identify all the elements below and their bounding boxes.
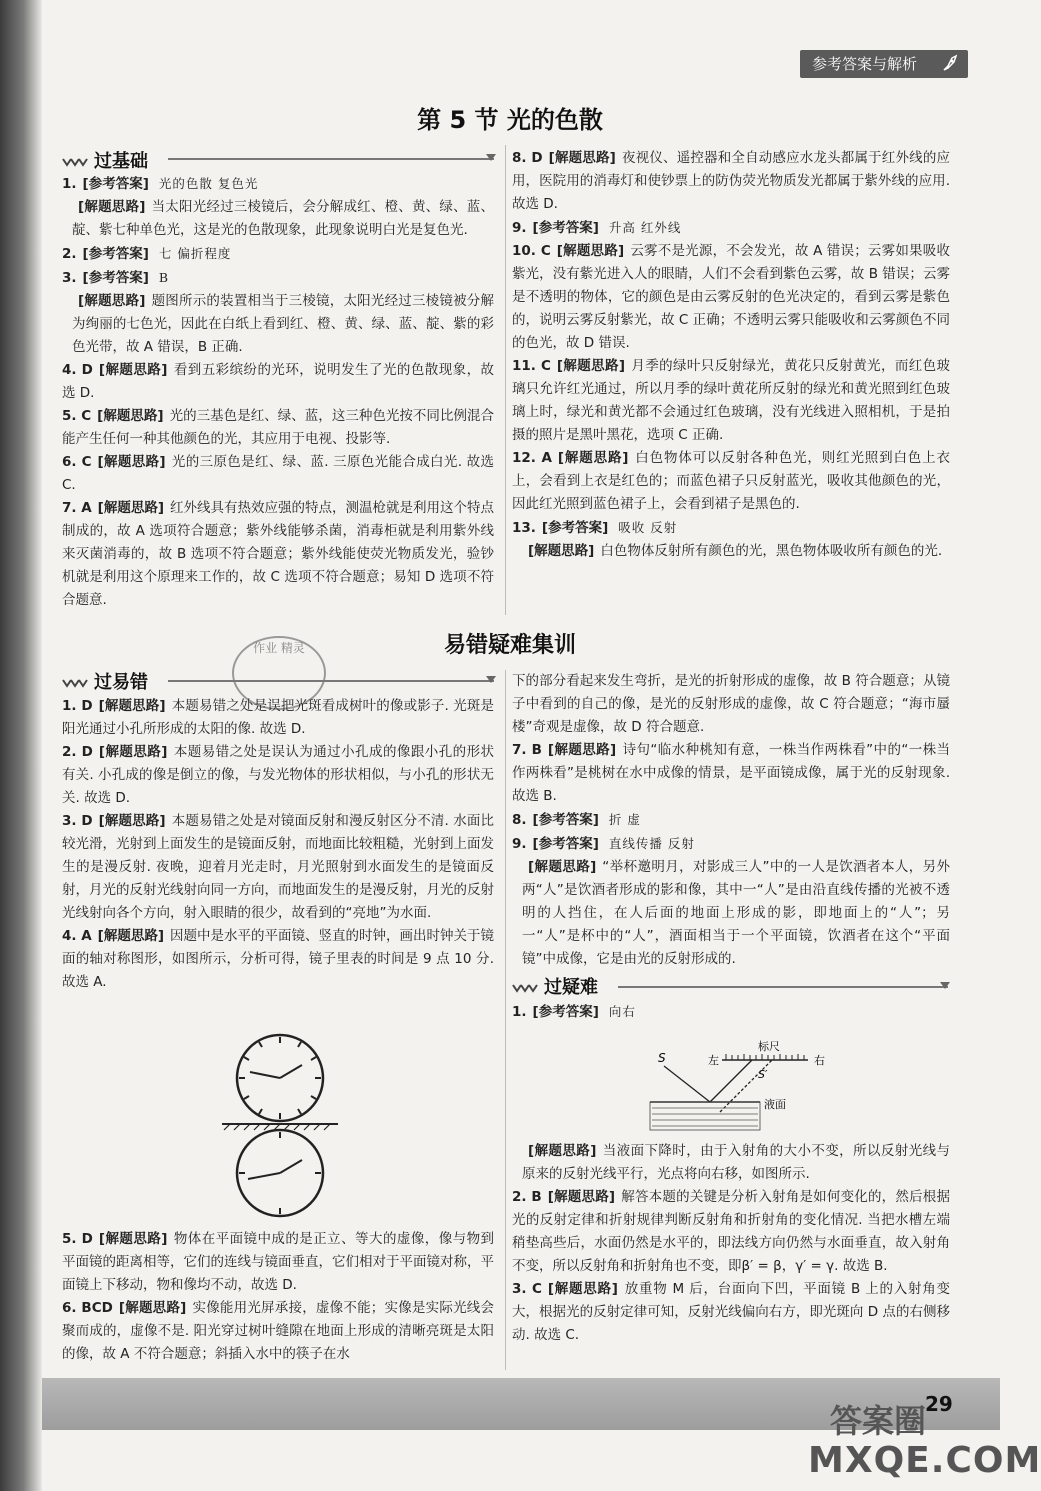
question-number: 2. D (62, 744, 93, 760)
question-number: 3. (62, 270, 77, 286)
column-divider (505, 670, 506, 1370)
answer-item (512, 832, 950, 856)
explanation-text: 当太阳光经过三棱镜后，会分解成红、橙、黄、绿、蓝、靛、紫七种单色光，这是光的色散现象，此现象说明白光是复色光. (72, 199, 495, 238)
label-right: 右 (814, 1054, 825, 1067)
question-number: 7. B (512, 742, 542, 758)
watermark-text: MXQE.COM (808, 1440, 1041, 1481)
explanation-text: 实像能用光屏承接，虚像不能；实像是实际光线会聚而成的，虚像不是. 阳光穿过树叶缝隙在地面上形成的清晰亮斑是太阳的像，故 A 不符合题意；斜插入水中的筷子在水 (62, 1300, 495, 1362)
label-tag: [解题思路] (97, 408, 164, 424)
chevron-marks-icon (62, 678, 88, 688)
explanation-text: “举杯邀明月，对影成三人”中的一人是饮酒者本人，另外两“人”是饮酒者形成的影和像，其中一“人”是由沿直线传播的光被不透明的人挡住，在人后面的地面上形成的影，即地面上的“人”；另一“人”是杯中的“人”，酒面相当于一个平面镜，饮酒者在这个“平面镜”中成像，它是由光的反射形成的. (522, 859, 950, 967)
question-number: 5. C (62, 408, 92, 424)
answer-item (512, 1000, 950, 1024)
explanation-text: 看到五彩缤纷的光环，说明发生了光的色散现象，故选 D. (62, 362, 495, 401)
question-number: 5. D (62, 1231, 93, 1247)
answer-item (62, 695, 494, 741)
section1-right-column (512, 147, 950, 563)
chevron-marks-icon (62, 157, 88, 167)
column-divider (505, 145, 506, 615)
explanation-text: 云雾不是光源，不会发光，故 A 错误；云雾如果吸收紫光，没有紫光进入人的眼睛，人们不会看到紫色云雾，故 B 错误；云雾是不透明的物体，它的颜色是由云雾反射的色光决定的，看到云雾是紫色的，说明云雾反射紫光，故 C 正确；不透明云雾只能吸收和云雾颜色不同的色光，故 D 错误. (512, 243, 950, 351)
subsection-difficult-label: 过疑难 (544, 977, 598, 998)
section2-left-column-lower (62, 1228, 494, 1366)
explanation-text: 夜视仪、遥控器和全自动感应水龙头都属于红外线的应用，医院用的消毒灯和使钞票上的防伪荧光物质发光都属于紫外线的应用. 故选 D. (512, 150, 951, 212)
label-tag: [参考答案] (541, 520, 609, 536)
answer-item (62, 925, 494, 994)
question-number: 3. D (62, 813, 93, 829)
subsection-difficult (512, 973, 598, 999)
chevron-marks-icon (512, 983, 538, 993)
question-number: 4. A (62, 928, 92, 944)
answer-item (512, 147, 950, 216)
label-tag: [解题思路] (557, 450, 629, 466)
label-tag: [解题思路] (97, 454, 166, 470)
label-liquid: 液面 (764, 1098, 786, 1111)
question-number: 8. D (512, 150, 543, 166)
label-tag: [解题思路] (98, 1231, 168, 1247)
subsection-basic-label: 过基础 (94, 151, 148, 172)
question-number: 13. (512, 520, 536, 536)
section-rule (168, 680, 494, 682)
question-number: 6. C (62, 454, 92, 470)
label-tag: [解题思路] (98, 744, 168, 760)
section2-right-column-answer (512, 1000, 950, 1024)
answer-item (512, 240, 950, 355)
answer-text: 七 偏折程度 (158, 246, 232, 261)
question-number: 6. BCD (62, 1300, 113, 1316)
answer-item (62, 242, 494, 266)
label-tag: [解题思路] (548, 150, 616, 166)
label-tag: [解题思路] (98, 813, 166, 829)
answer-item (62, 741, 494, 810)
explanation-text: 放重物 M 后，台面向下凹，平面镜 B 上的入射角变大，根据光的反射定律可知，反射光线偏向右方，即光斑向 D 点的右侧移动. 故选 C. (512, 1281, 951, 1343)
answer-item (512, 670, 950, 739)
section-rule (168, 158, 494, 160)
subsection-errors-label: 过易错 (94, 672, 148, 693)
reflection-diagram (640, 1030, 840, 1140)
answer-text: 光的色散 复色光 (158, 176, 259, 191)
rocket-icon (940, 54, 960, 74)
question-number: 1. (512, 1004, 527, 1020)
section-rule (618, 986, 948, 988)
section2-right-column (512, 670, 950, 971)
incident-ray (664, 1066, 710, 1102)
question-number: 9. (512, 836, 527, 852)
header-badge (800, 50, 968, 78)
label-tag: [参考答案] (532, 836, 599, 852)
answer-item (62, 266, 494, 290)
answer-item (62, 810, 494, 925)
explanation-text: 月季的绿叶只反射绿光，黄花只反射黄光，而红色玻璃只允许红光通过，所以月季的绿叶黄花所反射的绿光和黄光照到红色玻璃上时，绿光和黄光都不会通过红色玻璃，没有光线进入照相机，于是拍摄的照片是黑叶黑花，选项 C 正确. (512, 358, 950, 443)
explanation-text: 物体在平面镜中成的是正立、等大的虚像，像与物到平面镜的距离相等，它们的连线与镜面垂直，它们相对于平面镜对称，平面镜上下移动，物和像均不动，故选 D. (62, 1231, 495, 1293)
answer-item (62, 359, 494, 405)
explanation-text: 当液面下降时，由于入射角的大小不变，所以反射光线与原来的反射光线平行，光点将向右移，如图所示. (522, 1143, 951, 1182)
label-tag: [解题思路] (528, 1143, 597, 1159)
explanation-text: 光的三基色是红、绿、蓝，这三种色光按不同比例混合能产生任何一种其他颜色的光，其应用于电视、投影等. (62, 408, 495, 447)
explanation-text: 本题易错之处是对镜面反射和漫反射区分不清. 水面比较光滑，光射到上面发生的是镜面反射，而地面比较粗糙，光射到上面发生的是漫反射. 夜晚，迎着月光走时，月光照射到水面发生的是镜面反射，月光的反射光线射向同一方向，而地面发生的是漫反射，月光的反射光线射向各个方向，射入眼睛的很少，故看到的“亮地”为水面. (62, 813, 494, 921)
explanation-text: 下的部分看起来发生弯折，是光的折射形成的虚像，故 B 符合题意；从镜子中看到的自己的像，是光的反射形成的虚像，故 C 符合题意；“海市蜃楼”奇观是虚像，故 D 符合题意. (512, 673, 950, 735)
answer-text: B (158, 270, 170, 285)
question-number: 1. D (62, 698, 93, 714)
question-number: 11. C (512, 358, 551, 374)
answer-text: 升高 红外线 (608, 220, 682, 235)
label-tag: [解题思路] (528, 543, 595, 559)
answer-text: 折 虚 (608, 812, 641, 827)
answer-text: 直线传播 反射 (608, 836, 695, 851)
answer-text: 吸收 反射 (618, 520, 678, 535)
explanation-text: 本题易错之处是误认为通过小孔成的像跟小孔的形状有关. 小孔成的像是倒立的像，与发光物体的形状相似，与小孔的形状无关. 故选 D. (62, 744, 495, 806)
answer-item (62, 497, 494, 612)
explanation-text: 题图所示的装置相当于三棱镜，太阳光经过三棱镜被分解为绚丽的七色光，因此在白纸上看到红、橙、黄、绿、蓝、靛、紫的彩色光带，故 A 错误，B 正确. (72, 293, 495, 355)
label-tag: [参考答案] (82, 246, 149, 262)
answer-item (62, 405, 494, 451)
answer-item (512, 856, 950, 971)
label-tag: [解题思路] (528, 859, 597, 875)
section-title-dispersion: 第 5 节 光的色散 (417, 106, 603, 134)
label-tag: [解题思路] (556, 243, 625, 259)
label-s-prime: S′ (758, 1068, 768, 1081)
clock-icon (237, 1035, 323, 1121)
label-tag: [解题思路] (547, 1189, 616, 1205)
clock-mirror-diagram (220, 1030, 340, 1200)
question-number: 4. D (62, 362, 93, 378)
answer-item (62, 1297, 494, 1366)
answer-item (512, 1278, 950, 1347)
watermark-logo: 答案圈 (830, 1402, 927, 1440)
header-label: 参考答案与解析 (812, 55, 918, 73)
page-number: 29 (925, 1392, 953, 1416)
label-tag: [解题思路] (556, 358, 626, 374)
section2-right-column-lower (512, 1140, 950, 1347)
question-number: 10. C (512, 243, 551, 259)
page-edge-shadow (0, 0, 42, 1491)
answer-item (62, 1228, 494, 1297)
explanation-text: 红外线具有热效应强的特点，测温枪就是利用这个特点制成的，故 A 选项符合题意；紫外线能够杀菌，消毒柜就是利用紫外线来灭菌消毒的，故 B 选项不符合题意；紫外线能使荧光物质发光，验钞机就是利用这个原理来工作的，故 C 选项不符合题意；易知 D 选项不符合题意. (62, 500, 495, 608)
label-tag: [参考答案] (532, 220, 599, 236)
answer-item (512, 739, 950, 808)
explanation-text: 诗句“临水种桃知有意，一株当作两株看”中的“一株当作两株看”是桃树在水中成像的情景，是平面镜成像，属于光的反射现象. 故选 B. (512, 742, 951, 804)
label-s: S (658, 1051, 666, 1065)
answer-item (512, 516, 950, 540)
explanation-text: 解答本题的关键是分析入射角是如何变化的，然后根据光的反射定律和折射规律判断反射角和折射角的变化情况. 当把水槽左端稍垫高些后，水面仍然是水平的，即法线方向仍然与水面垂直，故入射角不变，所以反射角和折射角也不变，即β′ = β，γ′ = γ. 故选 B. (512, 1189, 951, 1274)
label-tag: [解题思路] (97, 928, 165, 944)
label-tag: [参考答案] (532, 1004, 599, 1020)
explanation-text: 白色物体可以反射各种色光，则红光照到白色上衣上，会看到上衣是红色的；而蓝色裙子只反射蓝光，吸收其他颜色的光，因此红光照到蓝色裙子上，会看到裙子是黑色的. (512, 450, 950, 512)
answer-item (512, 808, 950, 832)
label-tag: [参考答案] (532, 812, 599, 828)
question-number: 1. (62, 176, 77, 192)
label-ruler: 标尺 (758, 1040, 780, 1053)
answer-item (62, 196, 494, 242)
section-title-mistakes: 易错疑难集训 (443, 633, 576, 658)
liquid-texture (652, 1108, 758, 1126)
answer-item (512, 1140, 950, 1186)
label-tag: [解题思路] (78, 199, 146, 215)
label-tag: [解题思路] (118, 1300, 187, 1316)
label-tag: [解题思路] (98, 362, 168, 378)
label-tag: [解题思路] (78, 293, 146, 309)
subsection-basic (62, 147, 148, 173)
question-number: 8. (512, 812, 527, 828)
answer-item (512, 1186, 950, 1278)
explanation-text: 因题中是水平的平面镜、竖直的时钟，画出时钟关于镜面的轴对称图形，如图所示，分析可得，镜子里表的时间是 9 点 10 分. 故选 A. (62, 928, 495, 990)
label-tag: [解题思路] (97, 500, 165, 516)
ruler-ticks (726, 1054, 804, 1060)
answer-text: 向右 (608, 1004, 636, 1019)
explanation-text: 光的三原色是红、绿、蓝. 三原色光能合成白光. 故选 C. (62, 454, 495, 493)
section1-left-column (62, 172, 494, 612)
subsection-errors (62, 668, 148, 694)
answer-item (62, 451, 494, 497)
section2-left-column (62, 695, 494, 994)
stamp-text: 作业 精灵 (253, 641, 305, 655)
question-number: 7. A (62, 500, 92, 516)
label-tag: [参考答案] (82, 176, 149, 192)
label-left: 左 (708, 1054, 719, 1067)
answer-item (62, 290, 494, 359)
question-number: 2. B (512, 1189, 542, 1205)
answer-item (512, 355, 950, 447)
question-number: 3. C (512, 1281, 542, 1297)
mirrored-clock-icon (237, 1130, 323, 1216)
explanation-text: 白色物体反射所有颜色的光，黑色物体吸收所有颜色的光. (600, 543, 943, 559)
question-number: 2. (62, 246, 77, 262)
answer-item (512, 540, 950, 563)
label-tag: [解题思路] (98, 698, 166, 714)
question-number: 9. (512, 220, 527, 236)
answer-item (62, 172, 494, 196)
answer-item (512, 447, 950, 516)
explanation-text: 本题易错之处是误把光斑看成树叶的像或影子. 光斑是阳光通过小孔所形成的太阳的像. 故选 D. (62, 698, 494, 737)
label-tag: [解题思路] (547, 1281, 618, 1297)
label-tag: [解题思路] (547, 742, 617, 758)
label-tag: [参考答案] (82, 270, 149, 286)
answer-item (512, 216, 950, 240)
question-number: 12. A (512, 450, 552, 466)
